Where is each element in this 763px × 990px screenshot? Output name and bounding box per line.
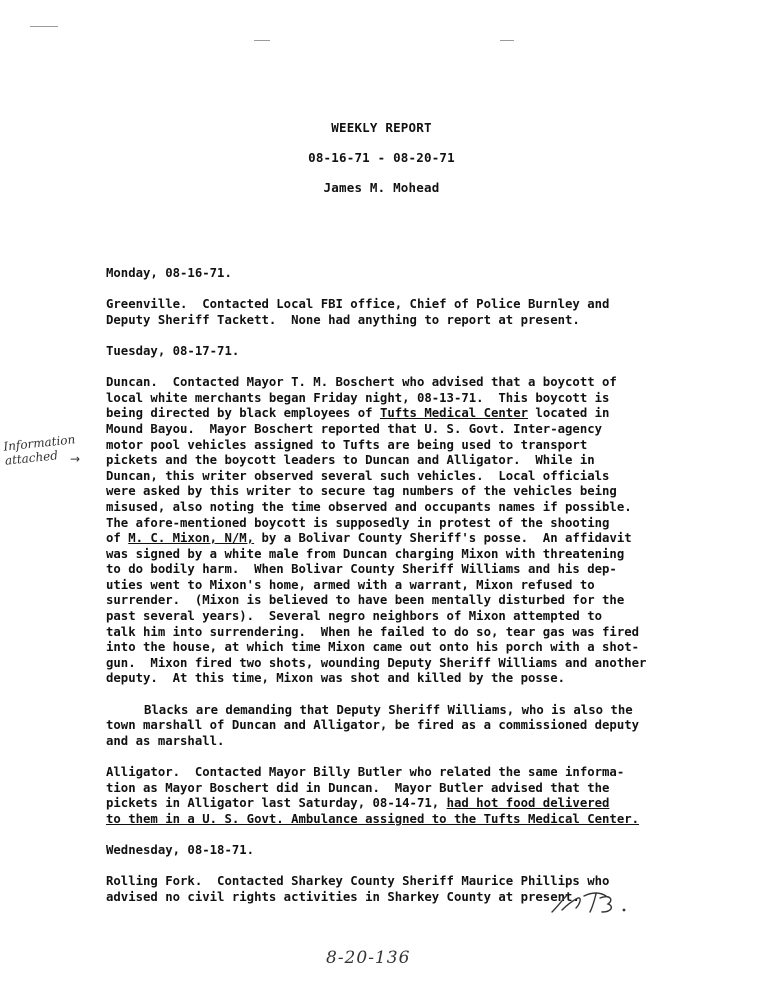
- file-number: 8-20-136: [326, 948, 411, 968]
- text-line: Rolling Fork. Contacted Sharkey County Sheriff Maurice Phillips who: [106, 874, 610, 889]
- text-line: talk him into surrendering. When he failed to do so, tear gas was fired: [106, 624, 640, 639]
- day-heading: Tuesday, 08-17-71.: [106, 343, 240, 358]
- text-line: uties went to Mixon's home, armed with a warrant, Mixon refused to: [106, 577, 595, 592]
- text-line: motor pool vehicles assigned to Tufts are being used to transport: [106, 437, 588, 452]
- text-line: was signed by a white male from Duncan charging Mixon with threatening: [106, 546, 625, 561]
- report-title: WEEKLY REPORT: [331, 120, 432, 135]
- handwritten-margin-note: [2, 432, 81, 468]
- scan-artifact: [254, 40, 270, 41]
- text-line: gun. Mixon fired two shots, wounding Deputy Sheriff Williams and another: [106, 655, 647, 670]
- text-line: were asked by this writer to secure tag numbers of the vehicles being: [106, 484, 617, 499]
- text-line: misused, also noting the time observed and occupants names if possible.: [106, 499, 632, 514]
- text-line: Mound Bayou. Mayor Boschert reported that U. S. Govt. Inter-agency: [106, 421, 603, 436]
- text-line: Deputy Sheriff Tackett. None had anything to report at present.: [106, 312, 580, 327]
- text-line: local white merchants began Friday night, 08-13-71. This boycott is: [106, 390, 610, 405]
- text-line: being directed by black employees of Tufts Medical Center located in: [106, 406, 610, 421]
- margin-note-line: attached: [4, 448, 59, 468]
- handwritten-initials-signature: [548, 888, 638, 918]
- scan-artifact: [30, 26, 58, 27]
- underlined-phrase: had hot food delivered: [446, 796, 610, 811]
- underlined-phrase: Tufts Medical Center: [379, 406, 529, 421]
- text-line: The afore-mentioned boycott is supposedly in protest of the shooting: [106, 515, 610, 530]
- text-line: and as marshall.: [106, 733, 225, 748]
- text-line: pickets in Alligator last Saturday, 08-14-71, had hot food delivered: [106, 796, 610, 811]
- text-line: Alligator. Contacted Mayor Billy Butler who related the same informa-: [106, 765, 625, 779]
- text-line: advised no civil rights activities in Sharkey County at present.: [106, 889, 580, 904]
- report-body: [106, 266, 706, 905]
- text-line: town marshall of Duncan and Alligator, be fired as a commissioned deputy: [106, 718, 640, 733]
- text-line: of M. C. Mixon, N/M, by a Bolivar County Sheriff's posse. An affidavit: [106, 531, 632, 546]
- text-line: pickets and the boycott leaders to Duncan and Alligator. While in: [106, 453, 595, 468]
- scan-artifact: [500, 40, 514, 41]
- report-dates: 08-16-71 - 08-20-71: [308, 150, 455, 165]
- text-line: deputy. At this time, Mixon was shot and killed by the posse.: [106, 671, 566, 686]
- text-line: tion as Mayor Boschert did in Duncan. Mayor Butler advised that the: [106, 780, 610, 795]
- text-line: Duncan, this writer observed several such vehicles. Local officials: [106, 468, 610, 483]
- text-line: surrender. (Mixon is believed to have been mentally disturbed for the: [106, 593, 625, 608]
- text-line: past several years). Several negro neighbors of Mixon attempted to: [106, 609, 603, 624]
- margin-arrow-icon: →: [70, 452, 81, 466]
- day-heading: Monday, 08-16-71.: [106, 266, 232, 280]
- report-author: James M. Mohead: [323, 180, 440, 195]
- underlined-line: to them in a U. S. Govt. Ambulance assigned to the Tufts Medical Center.: [106, 811, 640, 826]
- underlined-phrase: M. C. Mixon, N/M,: [128, 531, 255, 546]
- text-line: to do bodily harm. When Bolivar County Sheriff Williams and his dep-: [106, 562, 617, 577]
- margin-note-line: Information: [2, 432, 76, 454]
- text-line: Duncan. Contacted Mayor T. M. Boschert who advised that a boycott of: [106, 375, 617, 390]
- text-line: Greenville. Contacted Local FBI office, Chief of Police Burnley and: [106, 297, 610, 312]
- text-line: into the house, at which time Mixon came out onto his porch with a shot-: [106, 640, 640, 655]
- text-line: Blacks are demanding that Deputy Sheriff Williams, who is also the: [144, 702, 633, 717]
- day-heading: Wednesday, 08-18-71.: [106, 842, 255, 857]
